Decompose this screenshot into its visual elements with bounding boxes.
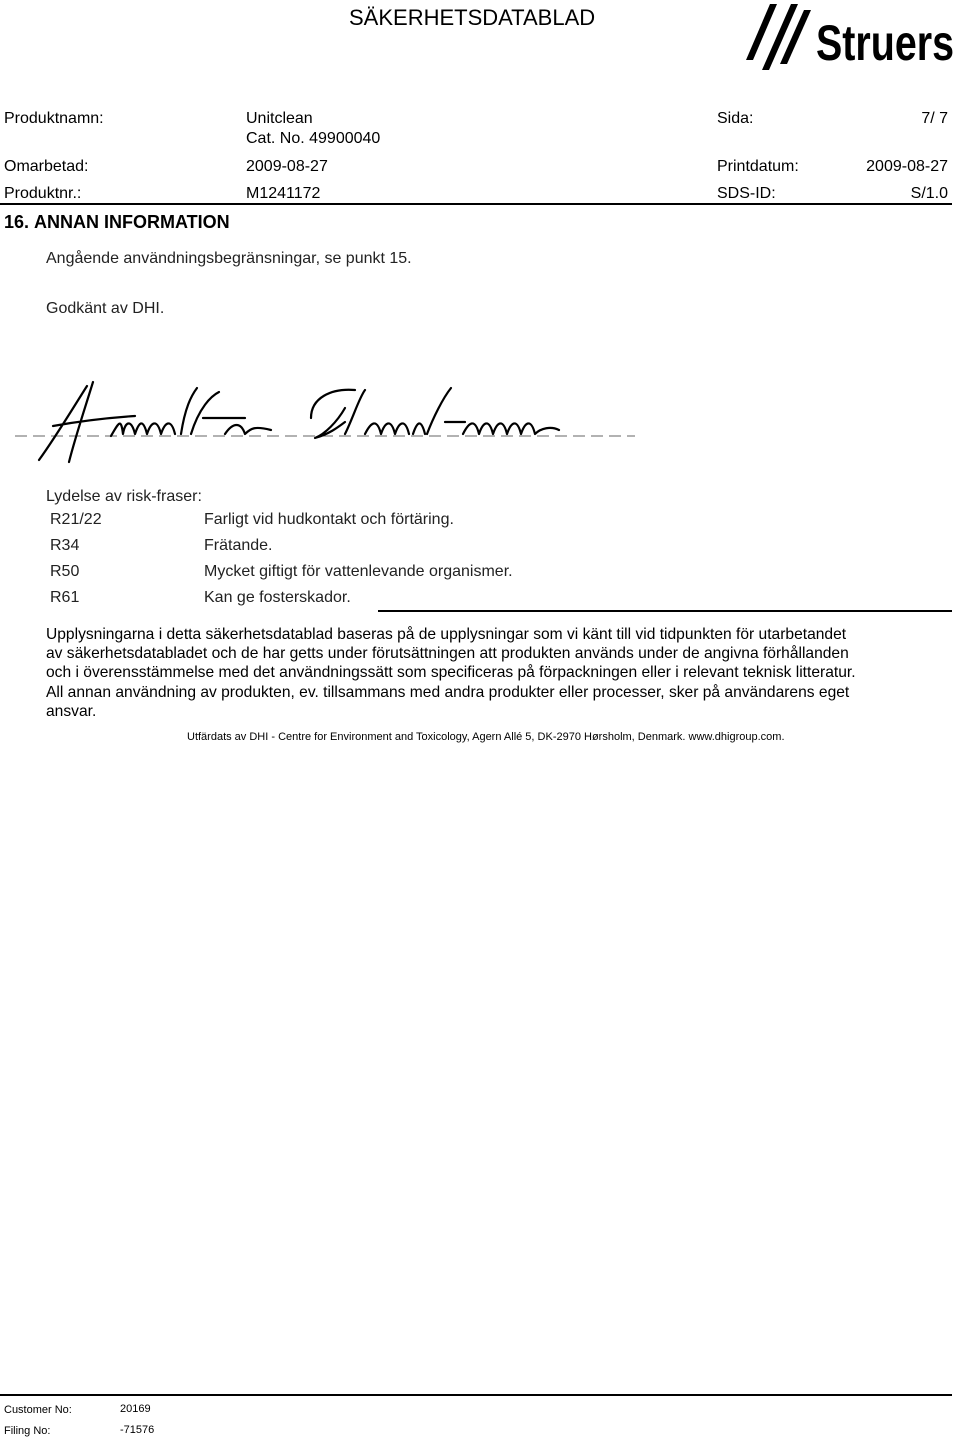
risk-text: Frätande.: [204, 537, 273, 554]
revised-label: Omarbetad:: [4, 158, 89, 175]
disclaimer-line: av säkerhetsdatabladet och de har getts under förutsättningen att produkten används under de angivna förhållanden: [46, 645, 849, 663]
customer-no-label: Customer No:: [4, 1404, 72, 1416]
filing-no-label: Filing No:: [4, 1425, 51, 1437]
signature: [15, 378, 635, 470]
risk-code: R50: [50, 563, 80, 580]
risk-text: Kan ge fosterskador.: [204, 589, 351, 606]
product-no-value: M1241172: [246, 185, 321, 202]
risk-text: Mycket giftigt för vattenlevande organismer.: [204, 563, 513, 580]
page-value: 7/ 7: [921, 110, 948, 127]
risk-heading: Lydelse av risk-fraser:: [46, 488, 202, 505]
struers-logo: [744, 2, 956, 72]
disclaimer-paragraph: [46, 625, 936, 721]
print-date-label: Printdatum:: [717, 158, 799, 175]
page-label: Sida:: [717, 110, 754, 127]
approved-note: Godkänt av DHI.: [46, 300, 165, 317]
product-name-label: Produktnamn:: [4, 110, 104, 127]
risk-text: Farligt vid hudkontakt och förtäring.: [204, 511, 454, 528]
print-date-value: 2009-08-27: [866, 158, 948, 175]
risk-code: R34: [50, 537, 80, 554]
section-number: 16.: [4, 212, 30, 232]
product-no-label: Produktnr.:: [4, 185, 82, 202]
disclaimer-line: All annan användning av produkten, ev. tillsammans med andra produkter eller processer, sker på användarens eget: [46, 683, 850, 701]
disclaimer-divider: [378, 610, 952, 612]
footer-divider: [0, 1394, 952, 1396]
sds-id-label: SDS-ID:: [717, 185, 776, 202]
usage-note: Angående användningsbegränsningar, se punkt 15.: [46, 250, 412, 267]
risk-code: R21/22: [50, 511, 102, 528]
svg-text:Struers: Struers: [816, 15, 954, 71]
customer-no-value: 20169: [120, 1403, 151, 1415]
filing-no-value: -71576: [120, 1424, 155, 1436]
disclaimer-line: ansvar.: [46, 702, 97, 720]
cat-no: Cat. No. 49900040: [246, 130, 381, 147]
sds-id-value: S/1.0: [910, 185, 948, 202]
disclaimer-line: och i överensstämmelse med det användningssätt som specificeras på förpackningen eller i relevant teknisk litteratur.: [46, 664, 856, 682]
document-title: SÄKERHETSDATABLAD: [349, 5, 596, 30]
product-name-value: Unitclean: [246, 110, 313, 127]
issued-by: Utfärdats av DHI - Centre for Environment and Toxicology, Agern Allé 5, DK-2970 Hørsholm, Denmark. www.dhigroup.com.: [187, 731, 785, 743]
risk-code: R61: [50, 589, 80, 606]
section-title: ANNAN INFORMATION: [34, 212, 230, 232]
disclaimer-line: Upplysningarna i detta säkerhetsdatablad baseras på de upplysningar som vi känt till vid tidpunkten för utarbetandet: [46, 626, 847, 643]
revised-value: 2009-08-27: [246, 158, 328, 175]
header-divider: [0, 203, 952, 205]
